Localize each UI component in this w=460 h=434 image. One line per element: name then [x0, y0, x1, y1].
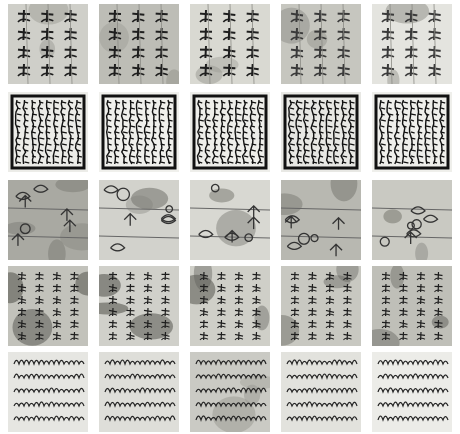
- manuscript-image: [99, 4, 179, 84]
- manuscript-crop-r4-c1: [8, 266, 88, 346]
- manuscript-image: [190, 92, 270, 172]
- manuscript-crop-r5-c4: [281, 352, 361, 432]
- manuscript-image: [372, 352, 452, 432]
- manuscript-crop-r1-c4: [281, 4, 361, 84]
- manuscript-image: [190, 266, 270, 346]
- manuscript-crop-r1-c3: [190, 4, 270, 84]
- manuscript-image: [281, 92, 361, 172]
- manuscript-image: [8, 92, 88, 172]
- manuscript-crop-r3-c5: [372, 180, 452, 260]
- manuscript-crop-r5-c2: [99, 352, 179, 432]
- manuscript-image: [372, 266, 452, 346]
- manuscript-crop-r4-c5: [372, 266, 452, 346]
- manuscript-image: [8, 180, 88, 260]
- manuscript-image: [190, 180, 270, 260]
- manuscript-image: [281, 352, 361, 432]
- manuscript-crop-r2-c2: [99, 92, 179, 172]
- manuscript-image: [99, 352, 179, 432]
- manuscript-image: [190, 352, 270, 432]
- manuscript-image: [8, 352, 88, 432]
- manuscript-image: [372, 180, 452, 260]
- manuscript-crop-r2-c3: [190, 92, 270, 172]
- manuscript-image: [99, 92, 179, 172]
- manuscript-image: [99, 180, 179, 260]
- manuscript-crop-r2-c1: [8, 92, 88, 172]
- manuscript-crop-r4-c3: [190, 266, 270, 346]
- manuscript-crop-r1-c2: [99, 4, 179, 84]
- manuscript-image: [8, 4, 88, 84]
- manuscript-crop-r1-c5: [372, 4, 452, 84]
- manuscript-image: [281, 266, 361, 346]
- manuscript-crop-r2-c4: [281, 92, 361, 172]
- manuscript-crop-r2-c5: [372, 92, 452, 172]
- manuscript-crop-r5-c5: [372, 352, 452, 432]
- manuscript-crop-r3-c4: [281, 180, 361, 260]
- manuscript-crop-r4-c4: [281, 266, 361, 346]
- manuscript-crop-r4-c2: [99, 266, 179, 346]
- manuscript-crop-r3-c3: [190, 180, 270, 260]
- manuscript-image: [281, 180, 361, 260]
- manuscript-image: [99, 266, 179, 346]
- manuscript-image: [281, 4, 361, 84]
- manuscript-image: [8, 266, 88, 346]
- manuscript-image: [372, 4, 452, 84]
- manuscript-crop-r1-c1: [8, 4, 88, 84]
- manuscript-crop-r5-c3: [190, 352, 270, 432]
- manuscript-image: [372, 92, 452, 172]
- manuscript-crop-r5-c1: [8, 352, 88, 432]
- manuscript-crop-r3-c2: [99, 180, 179, 260]
- manuscript-crop-r3-c1: [8, 180, 88, 260]
- manuscript-image: [190, 4, 270, 84]
